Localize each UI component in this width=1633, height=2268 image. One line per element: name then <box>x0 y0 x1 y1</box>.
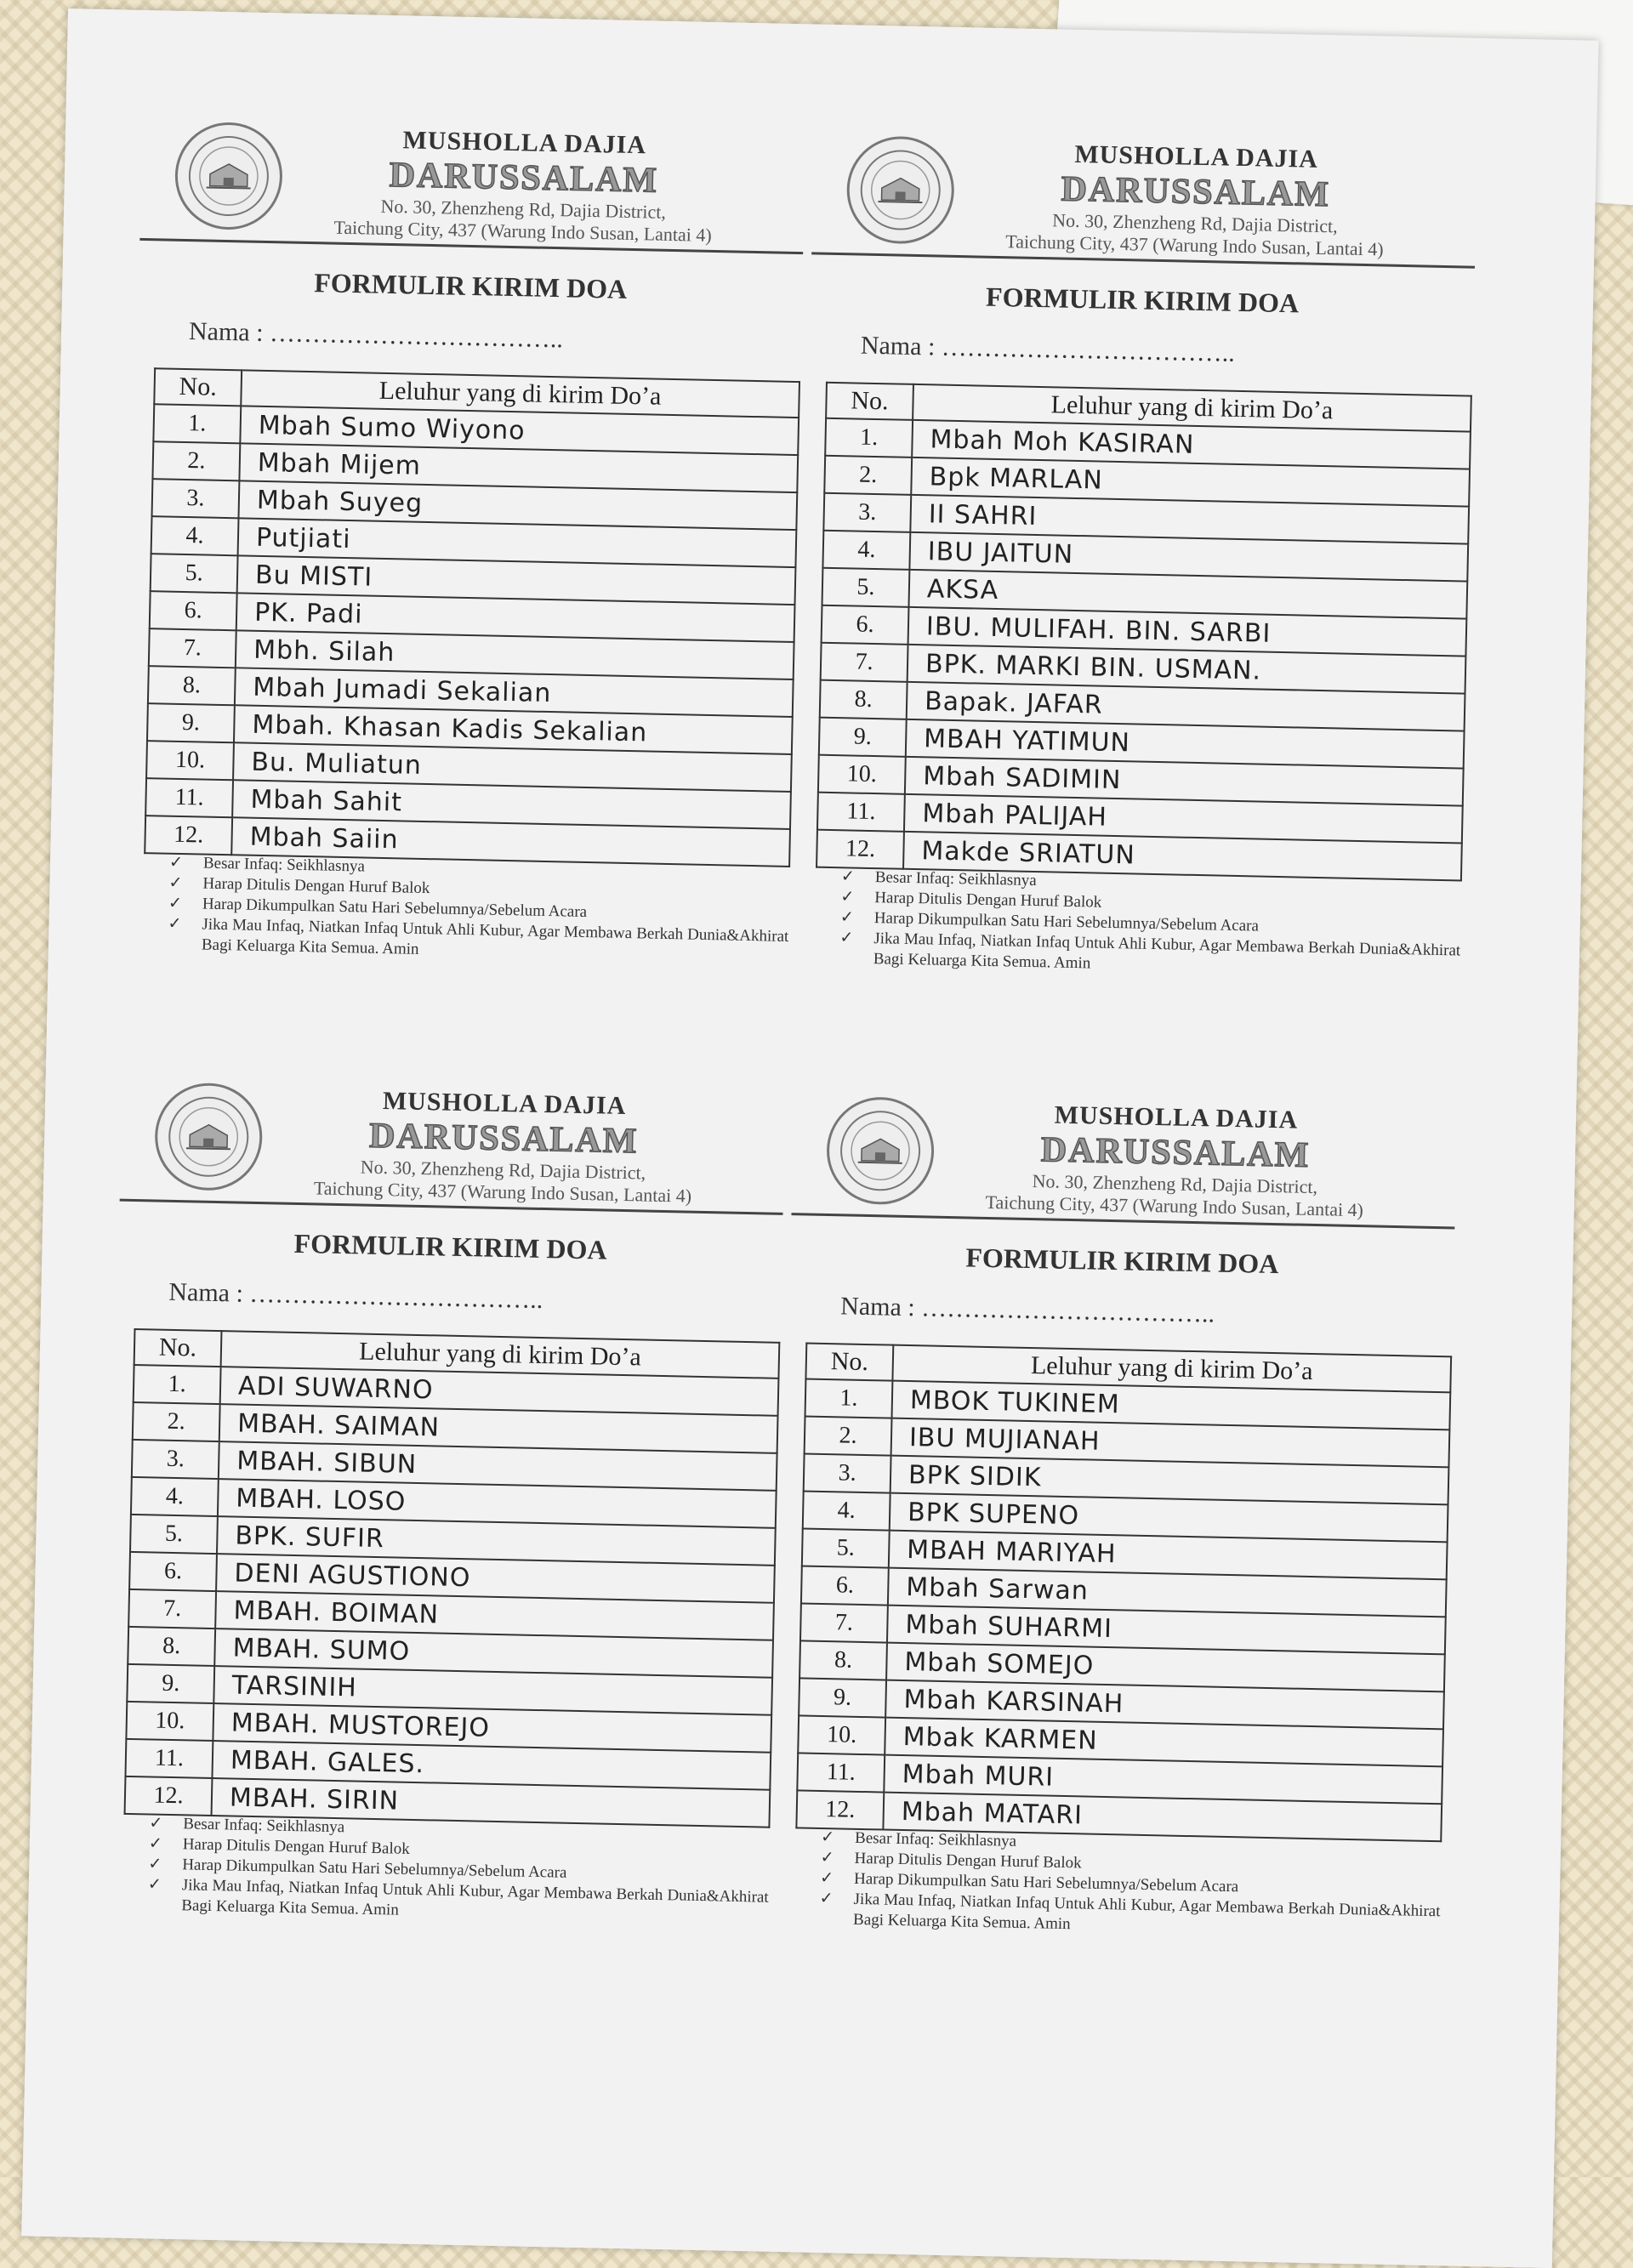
ancestor-name: MBOK TUKINEM <box>891 1381 1450 1430</box>
check-icon: ✓ <box>819 1869 834 1888</box>
check-icon: ✓ <box>820 1849 834 1867</box>
column-header-leluhur: Leluhur yang di kirim Do’a <box>221 1331 780 1378</box>
row-number: 6. <box>150 591 237 630</box>
note-text: Harap Ditulis Dengan Huruf Balok <box>202 874 430 898</box>
row-number: 3. <box>804 1454 891 1493</box>
notes-list <box>168 853 790 968</box>
ancestor-name: BPK SIDIK <box>890 1456 1449 1505</box>
musholla-title: MUSHOLLA DAJIA <box>402 126 647 160</box>
musholla-header <box>265 1084 743 1208</box>
row-number: 6. <box>822 605 909 645</box>
musholla-brand: DARUSSALAM <box>389 155 659 201</box>
row-number: 6. <box>129 1552 217 1591</box>
note-text: Besar Infaq: Seikhlasnya <box>874 868 1037 890</box>
notes-list <box>839 867 1462 981</box>
row-number: 2. <box>152 441 240 480</box>
check-icon: ✓ <box>839 929 854 947</box>
ancestor-name: MBAH MARIYAH <box>889 1531 1448 1580</box>
row-number: 9. <box>799 1678 886 1717</box>
note-text: Jika Mau Infaq, Niatkan Infaq Untuk Ahli Kubur, Agar Membawa Berkah Dunia&Akhirat Bagi Keluarga Kita Semua. Amin <box>181 1876 769 1919</box>
nama-field: Nama : …………………………….. <box>839 1292 1215 1328</box>
check-icon: ✓ <box>149 1814 163 1833</box>
ancestor-name: Bu. Muliatun <box>233 742 792 792</box>
ancestor-name: IBU. MULIFAH. BIN. SARBI <box>908 607 1467 657</box>
ancestor-name: Mbah MATARI <box>883 1793 1442 1842</box>
row-number: 1. <box>134 1365 221 1404</box>
check-icon: ✓ <box>147 1875 162 1894</box>
ancestor-name: Mbah Jumadi Sekalian <box>235 668 794 717</box>
row-number: 12. <box>125 1776 213 1816</box>
form-title: FORMULIR KIRIM DOA <box>313 267 628 304</box>
musholla-logo <box>826 1096 936 1206</box>
ancestor-name: IBU JAITUN <box>909 532 1468 582</box>
row-number: 2. <box>824 456 912 495</box>
note-text: Harap Dikumpulkan Satu Hari Sebelumnya/Sebelum Acara <box>873 909 1260 935</box>
check-icon: ✓ <box>840 888 855 907</box>
row-number: 8. <box>799 1640 887 1680</box>
ancestor-name: MBAH. SIBUN <box>219 1441 777 1491</box>
ancestor-name: Mbah SADIMIN <box>905 757 1464 806</box>
check-icon: ✓ <box>820 1828 835 1847</box>
row-number: 11. <box>125 1739 213 1778</box>
mosque-icon <box>837 1107 924 1194</box>
musholla-logo <box>154 1082 264 1191</box>
ancestor-name: Mbah Sahit <box>232 780 791 829</box>
mosque-icon <box>165 1094 252 1180</box>
row-number: 4. <box>803 1491 890 1530</box>
check-icon: ✓ <box>168 894 183 913</box>
row-number: 3. <box>132 1440 219 1479</box>
note-text: Harap Dikumpulkan Satu Hari Sebelumnya/Sebelum Acara <box>853 1869 1239 1896</box>
row-number: 5. <box>151 554 238 593</box>
musholla-header <box>284 123 763 247</box>
row-number: 5. <box>822 568 909 607</box>
row-number: 9. <box>127 1664 214 1703</box>
ancestor-name: Mbh. Silah <box>236 630 794 679</box>
row-number: 6. <box>801 1566 889 1605</box>
row-number: 8. <box>820 680 908 719</box>
row-number: 9. <box>147 703 235 742</box>
note-text: Harap Ditulis Dengan Huruf Balok <box>182 1835 410 1858</box>
form-title: FORMULIR KIRIM DOA <box>985 281 1300 319</box>
row-number: 4. <box>822 531 910 570</box>
ancestor-name: BPK SUPENO <box>890 1493 1448 1543</box>
prayer-form <box>775 1087 1491 2020</box>
row-number: 1. <box>153 404 241 443</box>
ancestor-name: Mbah Mijem <box>239 443 798 492</box>
address-line-1: No. 30, Zhenzheng Rd, Dajia District, <box>1052 209 1338 237</box>
row-number: 12. <box>816 830 904 869</box>
musholla-title: MUSHOLLA DAJIA <box>1074 139 1319 173</box>
row-number: 11. <box>817 793 905 832</box>
prayer-form <box>123 112 839 1045</box>
ancestor-name: Bapak. JAFAR <box>907 682 1465 731</box>
musholla-brand: DARUSSALAM <box>1040 1130 1311 1175</box>
musholla-header <box>956 138 1435 262</box>
row-number: 8. <box>148 666 236 705</box>
ancestor-name: IBU MUJIANAH <box>891 1418 1450 1468</box>
musholla-header <box>936 1099 1415 1223</box>
row-number: 7. <box>149 628 236 668</box>
row-number: 7. <box>821 643 908 682</box>
row-number: 7. <box>128 1589 216 1629</box>
ancestor-name: Mbah Moh KASIRAN <box>912 420 1471 469</box>
ancestor-name: BPK. MARKI BIN. USMAN. <box>908 645 1466 694</box>
musholla-logo <box>174 122 284 231</box>
ancestor-name: Bpk MARLAN <box>911 458 1470 507</box>
ancestor-name: MBAH. BOIMAN <box>215 1591 774 1640</box>
ancestor-name: BPK. SUFIR <box>217 1516 776 1566</box>
check-icon: ✓ <box>840 867 855 886</box>
note-text: Harap Dikumpulkan Satu Hari Sebelumnya/Sebelum Acara <box>202 895 588 922</box>
note-text: Besar Infaq: Seikhlasnya <box>183 1815 345 1837</box>
column-header-no: No. <box>826 383 913 420</box>
paper-sheet <box>21 9 1598 2268</box>
row-number: 4. <box>131 1477 219 1516</box>
column-header-no: No. <box>134 1329 222 1367</box>
ancestor-name: MBAH. SUMO <box>214 1629 773 1678</box>
address-line-1: No. 30, Zhenzheng Rd, Dajia District, <box>1032 1170 1318 1198</box>
column-header-leluhur: Leluhur yang di kirim Do’a <box>913 384 1471 432</box>
address-line-1: No. 30, Zhenzheng Rd, Dajia District, <box>380 195 667 223</box>
address-line-2: Taichung City, 437 (Warung Indo Susan, Lantai 4) <box>333 216 713 246</box>
ancestor-table <box>124 1328 781 1828</box>
ancestor-name: Mbak KARMEN <box>885 1718 1443 1767</box>
row-number: 1. <box>825 418 913 458</box>
ancestor-name: AKSA <box>908 570 1467 619</box>
nama-field: Nama : …………………………….. <box>168 1277 543 1315</box>
musholla-logo <box>845 135 955 245</box>
column-header-leluhur: Leluhur yang di kirim Do’a <box>241 370 799 418</box>
row-number: 11. <box>145 778 233 817</box>
row-number: 12. <box>145 816 232 855</box>
row-number: 5. <box>130 1515 218 1554</box>
column-header-no: No. <box>154 368 242 406</box>
row-number: 10. <box>146 741 234 780</box>
ancestor-name: ADI SUWARNO <box>220 1367 779 1416</box>
ancestor-name: Mbah SUHARMI <box>887 1606 1446 1655</box>
row-number: 1. <box>805 1379 893 1418</box>
check-icon: ✓ <box>168 914 182 934</box>
ancestor-table <box>144 367 800 867</box>
note-text: Jika Mau Infaq, Niatkan Infaq Untuk Ahli Kubur, Agar Membawa Berkah Dunia&Akhirat Bagi Keluarga Kita Semua. Amin <box>852 1890 1441 1934</box>
ancestor-name: Mbah Saiin <box>231 817 790 867</box>
row-number: 10. <box>818 755 906 794</box>
row-number: 7. <box>800 1603 888 1642</box>
ancestor-name: MBAH. LOSO <box>218 1479 777 1528</box>
ancestor-name: II SAHRI <box>910 495 1469 544</box>
ancestor-name: DENI AGUSTIONO <box>216 1554 775 1603</box>
ancestor-name: MBAH. SIRIN <box>212 1778 771 1827</box>
note-text: Besar Infaq: Seikhlasnya <box>202 854 366 876</box>
check-icon: ✓ <box>819 1889 834 1908</box>
prayer-form <box>795 126 1511 1059</box>
row-number: 9. <box>819 718 907 757</box>
address-line-2: Taichung City, 437 (Warung Indo Susan, Lantai 4) <box>1005 230 1384 260</box>
row-number: 4. <box>151 516 239 555</box>
ancestor-name: Bu MISTI <box>237 555 796 605</box>
note-text: Harap Ditulis Dengan Huruf Balok <box>854 1849 1082 1873</box>
row-number: 12. <box>796 1790 884 1829</box>
ancestor-name: MBAH. MUSTOREJO <box>213 1703 771 1753</box>
ancestor-name: TARSINIH <box>213 1666 772 1715</box>
check-icon: ✓ <box>168 853 184 873</box>
notes-list <box>819 1827 1442 1942</box>
check-icon: ✓ <box>148 1855 162 1873</box>
check-icon: ✓ <box>839 908 854 927</box>
ancestor-name: Mbah MURI <box>884 1755 1442 1805</box>
ancestor-name: Mbah SOMEJO <box>886 1643 1445 1692</box>
form-title: FORMULIR KIRIM DOA <box>965 1242 1279 1280</box>
ancestor-name: MBAH. SAIMAN <box>219 1404 778 1453</box>
column-header-no: No. <box>805 1344 893 1381</box>
nama-field: Nama : …………………………….. <box>860 331 1236 367</box>
notes-list <box>147 1813 770 1928</box>
mosque-icon <box>185 133 272 219</box>
prayer-form <box>103 1073 819 2006</box>
ancestor-name: MBAH. GALES. <box>212 1741 771 1790</box>
note-text: Jika Mau Infaq, Niatkan Infaq Untuk Ahli Kubur, Agar Membawa Berkah Dunia&Akhirat Bagi Keluarga Kita Semua. Amin <box>873 929 1461 973</box>
ancestor-name: Mbah Sarwan <box>888 1568 1447 1617</box>
ancestor-name: PK. Padi <box>236 593 795 642</box>
ancestor-name: Mbah Sumo Wiyono <box>240 406 799 455</box>
note-text: Harap Ditulis Dengan Huruf Balok <box>874 889 1102 912</box>
note-text: Besar Infaq: Seikhlasnya <box>854 1828 1017 1850</box>
musholla-title: MUSHOLLA DAJIA <box>382 1087 627 1121</box>
row-number: 8. <box>128 1627 215 1666</box>
row-number: 10. <box>798 1715 885 1754</box>
row-number: 10. <box>126 1702 213 1741</box>
row-number: 2. <box>805 1417 892 1456</box>
ancestor-name: Makde SRIATUN <box>903 832 1462 881</box>
row-number: 11. <box>797 1753 885 1792</box>
ancestor-name: Mbah. Khasan Kadis Sekalian <box>234 705 793 754</box>
column-header-leluhur: Leluhur yang di kirim Do’a <box>892 1345 1451 1393</box>
ancestor-name: Putjiati <box>238 518 797 567</box>
musholla-title: MUSHOLLA DAJIA <box>1054 1100 1299 1134</box>
ancestor-name: Mbah PALIJAH <box>904 794 1463 844</box>
row-number: 3. <box>152 479 240 518</box>
ancestor-table <box>795 1343 1452 1843</box>
check-icon: ✓ <box>168 873 183 893</box>
musholla-brand: DARUSSALAM <box>368 1116 639 1162</box>
note-text: Harap Dikumpulkan Satu Hari Sebelumnya/Sebelum Acara <box>182 1856 567 1882</box>
row-number: 5. <box>802 1528 890 1567</box>
ancestor-table <box>816 382 1472 882</box>
address-line-2: Taichung City, 437 (Warung Indo Susan, Lantai 4) <box>985 1191 1364 1221</box>
ancestor-name: Mbah Suyeg <box>238 480 797 530</box>
address-line-2: Taichung City, 437 (Warung Indo Susan, Lantai 4) <box>313 1177 692 1207</box>
ancestor-name: Mbah KARSINAH <box>885 1680 1444 1730</box>
nama-field: Nama : …………………………….. <box>188 317 564 354</box>
note-text: Jika Mau Infaq, Niatkan Infaq Untuk Ahli Kubur, Agar Membawa Berkah Dunia&Akhirat Bagi Keluarga Kita Semua. Amin <box>201 915 789 958</box>
check-icon: ✓ <box>148 1834 162 1853</box>
mosque-icon <box>857 147 944 234</box>
musholla-brand: DARUSSALAM <box>1061 169 1331 215</box>
row-number: 3. <box>823 493 911 532</box>
row-number: 2. <box>133 1402 220 1441</box>
ancestor-name: MBAH YATIMUN <box>906 719 1465 769</box>
form-title: FORMULIR KIRIM DOA <box>293 1227 607 1265</box>
address-line-1: No. 30, Zhenzheng Rd, Dajia District, <box>360 1156 646 1184</box>
